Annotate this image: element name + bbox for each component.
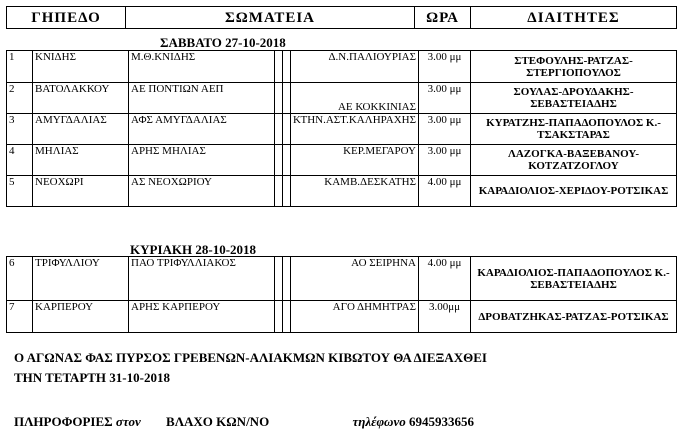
match-number: 2: [7, 83, 33, 114]
match-number: 7: [7, 301, 33, 333]
spacer-cell: [275, 301, 283, 333]
info-phone: 6945933656: [408, 414, 474, 429]
spacer-cell: [275, 176, 283, 207]
match-time: 3.00 μμ: [419, 114, 471, 145]
match-away-team: Δ.Ν.ΠΑΛΙΟΥΡΙΑΣ: [291, 51, 419, 83]
match-field: ΜΗΛΙΑΣ: [33, 145, 129, 176]
match-referees: ΚΥΡΑΤΖΗΣ-ΠΑΠΑΔΟΠΟΥΛΟΣ Κ.-ΤΣΑΚΣΤΑΡΑΣ: [471, 114, 677, 145]
saturday-title: ΣΑΒΒΑΤΟ 27-10-2018: [160, 35, 286, 50]
spacer-cell: [275, 83, 283, 114]
saturday-table: [6, 50, 677, 207]
sunday-title: ΚΥΡΙΑΚΗ 28-10-2018: [130, 242, 257, 257]
note-line2: ΤΗΝ ΤΕΤΑΡΤΗ 31-10-2018: [14, 370, 170, 385]
match-field: ΝΕΟΧΩΡΙ: [33, 176, 129, 207]
match-field: ΒΑΤΟΛΑΚΚΟΥ: [33, 83, 129, 114]
spacer-cell: [275, 114, 283, 145]
spacer-cell: [283, 145, 291, 176]
spacer-cell: [283, 257, 291, 301]
match-time: 3.00 μμ: [419, 51, 471, 83]
match-row: [7, 114, 677, 145]
header-referees: ΔΙΑΙΤΗΤΕΣ: [471, 7, 677, 29]
spacer-cell: [283, 301, 291, 333]
match-time: 4.00 μμ: [419, 257, 471, 301]
match-referees: ΣΟΥΛΑΣ-ΔΡΟΥΔΑΚΗΣ-ΣΕΒΑΣΤΕΙΑΔΗΣ: [471, 83, 677, 114]
match-away-team: ΑΕ ΚΟΚΚΙΝΙΑΣ: [291, 83, 419, 114]
match-away-team: ΑΓΟ ΔΗΜΗΤΡΑΣ: [291, 301, 419, 333]
match-time: 3.00 μμ: [419, 83, 471, 114]
match-away-team: ΑΟ ΣΕΙΡΗΝΑ: [291, 257, 419, 301]
match-time: 3.00μμ: [419, 301, 471, 333]
sunday-table: [6, 256, 677, 333]
match-number: 4: [7, 145, 33, 176]
info-at: στον: [115, 414, 141, 429]
match-row: [7, 83, 677, 114]
match-away-team: ΚΕΡ.ΜΕΓΑΡΟΥ: [291, 145, 419, 176]
match-home-team: ΑΡΗΣ ΜΗΛΙΑΣ: [129, 145, 275, 176]
match-referees: ΣΤΕΦΟΥΛΗΣ-ΡΑΤΖΑΣ-ΣΤΕΡΓΙΟΠΟΥΛΟΣ: [471, 51, 677, 83]
info-phone-label: τηλέφωνο: [352, 414, 406, 429]
spacer-cell: [283, 83, 291, 114]
match-home-team: ΑΣ ΝΕΟΧΩΡΙΟΥ: [129, 176, 275, 207]
info-line: [14, 414, 674, 430]
match-home-team: Μ.Θ.ΚΝΙΔΗΣ: [129, 51, 275, 83]
match-field: ΑΜΥΓΔΑΛΙΑΣ: [33, 114, 129, 145]
match-time: 3.00 μμ: [419, 145, 471, 176]
header-teams: ΣΩΜΑΤΕΙΑ: [126, 7, 415, 29]
header-field: ΓΗΠΕΔΟ: [7, 7, 126, 29]
match-row: [7, 257, 677, 301]
header-table: [6, 6, 677, 29]
match-away-team: ΚΤΗΝ.ΑΣΤ.ΚΑΛΗΡΑΧΗΣ: [291, 114, 419, 145]
match-away-team: ΚΑΜΒ.ΔΕΣΚΑΤΗΣ: [291, 176, 419, 207]
match-row: [7, 301, 677, 333]
match-referees: ΚΑΡΑΔΙΟΛΙΟΣ-ΠΑΠΑΔΟΠΟΥΛΟΣ Κ.-ΣΕΒΑΣΤΕΙΑΔΗΣ: [471, 257, 677, 301]
spacer-cell: [275, 257, 283, 301]
match-home-team: ΠΑΟ ΤΡΙΦΥΛΛΙΑΚΟΣ: [129, 257, 275, 301]
info-contact: ΒΛΑΧΟ ΚΩΝ/ΝΟ: [166, 414, 270, 429]
match-referees: ΛΑΖΟΓΚΑ-ΒΑΞΕΒΑΝΟΥ-ΚΟΤΖΑΤΖΟΓΛΟΥ: [471, 145, 677, 176]
match-home-team: ΑΕ ΠΟΝΤΙΩΝ ΑΕΠ: [129, 83, 275, 114]
match-field: ΚΝΙΔΗΣ: [33, 51, 129, 83]
match-row: [7, 51, 677, 83]
match-referees: ΔΡΟΒΑΤΖΗΚΑΣ-ΡΑΤΖΑΣ-ΡΟΤΣΙΚΑΣ: [471, 301, 677, 333]
match-field: ΚΑΡΠΕΡΟΥ: [33, 301, 129, 333]
match-referees: ΚΑΡΑΔΙΟΛΙΟΣ-ΧΕΡΙΔΟΥ-ΡΟΤΣΙΚΑΣ: [471, 176, 677, 207]
match-number: 3: [7, 114, 33, 145]
match-home-team: ΑΦΣ ΑΜΥΓΔΑΛΙΑΣ: [129, 114, 275, 145]
info-label: ΠΛΗΡΟΦΟΡΙΕΣ: [14, 414, 113, 429]
match-row: [7, 145, 677, 176]
match-number: 5: [7, 176, 33, 207]
spacer-cell: [275, 51, 283, 83]
spacer-cell: [283, 176, 291, 207]
match-home-team: ΑΡΗΣ ΚΑΡΠΕΡΟΥ: [129, 301, 275, 333]
match-number: 6: [7, 257, 33, 301]
spacer-cell: [275, 145, 283, 176]
match-time: 4.00 μμ: [419, 176, 471, 207]
match-field: ΤΡΙΦΥΛΛΙΟΥ: [33, 257, 129, 301]
header-time: ΩΡΑ: [415, 7, 471, 29]
note-line1: Ο ΑΓΩΝΑΣ ΦΑΣ ΠΥΡΣΟΣ ΓΡΕΒΕΝΩΝ-ΑΛΙΑΚΜΩΝ ΚΙΒΩΤΟΥ ΘΑ ΔΙΕΞΑΧΘΕΙ: [14, 350, 487, 365]
match-row: [7, 176, 677, 207]
spacer-cell: [283, 51, 291, 83]
spacer-cell: [283, 114, 291, 145]
match-number: 1: [7, 51, 33, 83]
